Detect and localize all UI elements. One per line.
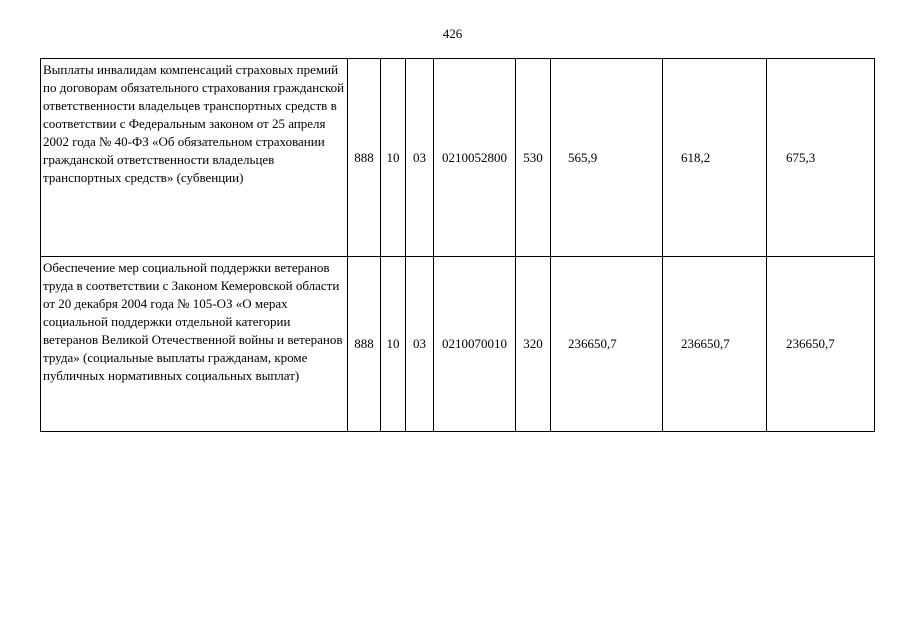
section-code: 10: [381, 59, 406, 257]
amount-year-1: 236650,7: [551, 257, 663, 432]
row-description: Выплаты инвалидам компенсаций страховых премий по договорам обязательного страхования гражданской ответственности владельцев транспортных средств в соответствии с Федеральным законом от 25 апреля 2002 года № 40-ФЗ «Об обязательном страховании гражданской ответственности владельцев транспортных средств» (субвенции): [41, 59, 348, 257]
table-row: [41, 257, 875, 432]
amount-year-3: 236650,7: [767, 257, 875, 432]
expense-type-code: 530: [516, 59, 551, 257]
subsection-code: 03: [406, 257, 434, 432]
page-number: 426: [442, 26, 463, 41]
subsection-code: 03: [406, 59, 434, 257]
section-code: 10: [381, 257, 406, 432]
target-article-code: 0210070010: [434, 257, 516, 432]
target-article-code: 0210052800: [434, 59, 516, 257]
ministry-code: 888: [348, 59, 381, 257]
ministry-code: 888: [348, 257, 381, 432]
row-description: Обеспечение мер социальной поддержки ветеранов труда в соответствии с Законом Кемеровской области от 20 декабря 2004 года № 105-ОЗ «О мерах социальной поддержки отдельной категории ветеранов Великой Отечественной войны и ветеранов труда» (социальные выплаты гражданам, кроме публичных нормативных социальных выплат): [41, 257, 348, 432]
amount-year-2: 618,2: [663, 59, 767, 257]
expense-type-code: 320: [516, 257, 551, 432]
amount-year-2: 236650,7: [663, 257, 767, 432]
budget-table: [40, 58, 875, 432]
amount-year-3: 675,3: [767, 59, 875, 257]
amount-year-1: 565,9: [551, 59, 663, 257]
table-row: [41, 59, 875, 257]
